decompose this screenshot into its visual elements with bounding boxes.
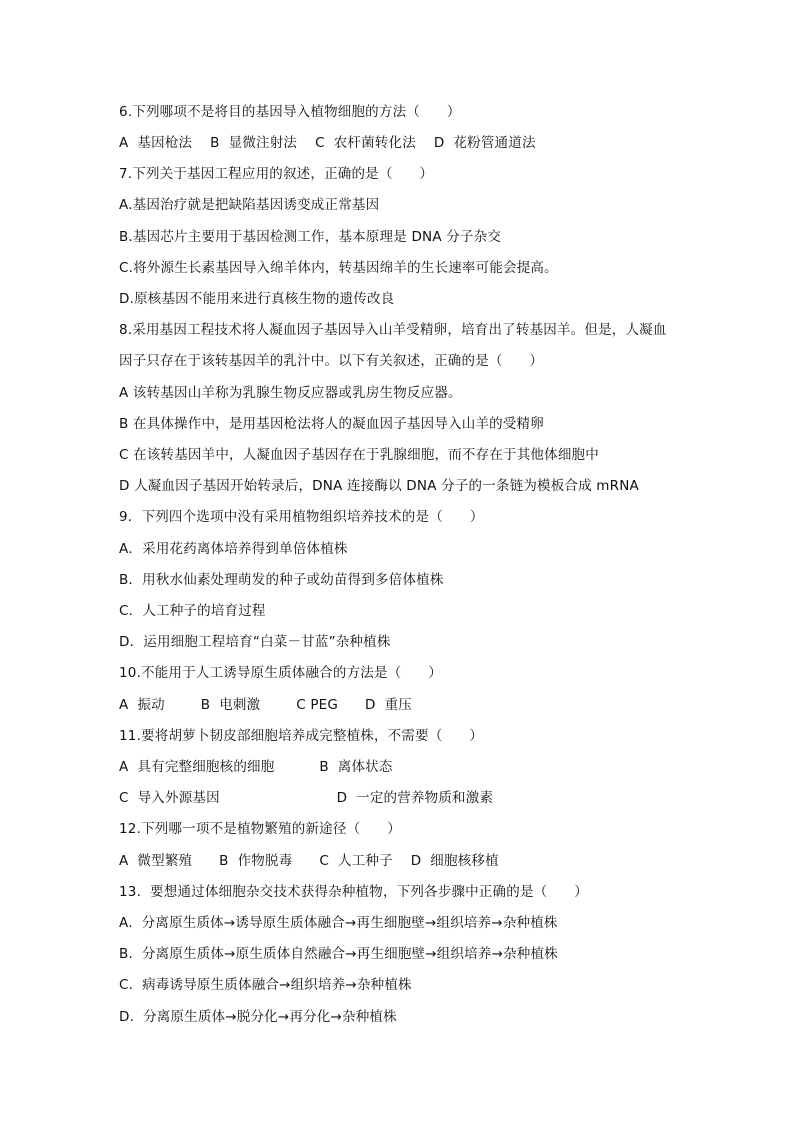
question-8-option-b: B 在具体操作中，是用基因枪法将人的凝血因子基因导入山羊的受精卵 bbox=[119, 416, 544, 432]
question-12-stem: 12.下列哪一项不是植物繁殖的新途径（ ） bbox=[119, 821, 401, 837]
question-13-option-b: B. 分离原生质体→原生质体自然融合→再生细胞壁→组织培养→杂种植株 bbox=[119, 946, 558, 962]
question-6-options: A 基因枪法 B 显微注射法 C 农杆菌转化法 D 花粉管通道法 bbox=[119, 135, 536, 151]
question-6-stem: 6.下列哪项不是将目的基因导入植物细胞的方法（ ） bbox=[119, 104, 461, 120]
question-8-option-c: C 在该转基因羊中，人凝血因子基因存在于乳腺细胞，而不存在于其他体细胞中 bbox=[119, 447, 599, 463]
question-10-options: A 振动 B 电刺激 C PEG D 重压 bbox=[119, 697, 412, 713]
question-7-option-a: A.基因治疗就是把缺陷基因诱变成正常基因 bbox=[119, 197, 380, 213]
question-8-option-d: D 人凝血因子基因开始转录后，DNA 连接酶以 DNA 分子的一条链为模板合成 mRNA bbox=[119, 478, 639, 494]
question-11-stem: 11.要将胡萝卜韧皮部细胞培养成完整植株，不需要（ ） bbox=[119, 728, 484, 744]
question-9-option-d: D．运用细胞工程培育“白菜－甘蓝”杂种植株 bbox=[119, 634, 391, 650]
question-8-option-a: A 该转基因山羊称为乳腺生物反应器或乳房生物反应器。 bbox=[119, 385, 462, 401]
question-7-stem: 7.下列关于基因工程应用的叙述，正确的是（ ） bbox=[119, 166, 434, 182]
question-9-stem: 9．下列四个选项中没有采用植物组织培养技术的是（ ） bbox=[119, 509, 484, 525]
question-8-stem-line-2: 因子只存在于该转基因羊的乳汁中。以下有关叙述，正确的是（ ） bbox=[119, 353, 544, 369]
question-13-stem: 13. 要想通过体细胞杂交技术获得杂种植物，下列各步骤中正确的是（ ） bbox=[119, 884, 588, 900]
question-13-option-d: D. 分离原生质体→脱分化→再分化→杂种植株 bbox=[119, 1009, 397, 1025]
question-7-option-d: D.原核基因不能用来进行真核生物的遗传改良 bbox=[119, 291, 395, 307]
question-9-option-a: A．采用花药离体培养得到单倍体植株 bbox=[119, 541, 348, 557]
question-7-option-b: B.基因芯片主要用于基因检测工作，基本原理是 DNA 分子杂交 bbox=[119, 229, 502, 245]
question-9-option-c: C．人工种子的培育过程 bbox=[119, 603, 266, 619]
question-12-options: A 微型繁殖 B 作物脱毒 C 人工种子 D 细胞核移植 bbox=[119, 853, 499, 869]
question-10-stem: 10.不能用于人工诱导原生质体融合的方法是（ ） bbox=[119, 665, 443, 681]
question-8-stem-line-1: 8.采用基因工程技术将人凝血因子基因导入山羊受精卵，培育出了转基因羊。但是，人凝血 bbox=[119, 322, 667, 338]
question-9-option-b: B．用秋水仙素处理萌发的种子或幼苗得到多倍体植株 bbox=[119, 572, 444, 588]
question-7-option-c: C.将外源生长素基因导入绵羊体内，转基因绵羊的生长速率可能会提高。 bbox=[119, 260, 558, 276]
question-13-option-a: A. 分离原生质体→诱导原生质体融合→再生细胞壁→组织培养→杂种植株 bbox=[119, 915, 558, 931]
question-11-options-cd: C 导入外源基因 D 一定的营养物质和激素 bbox=[119, 790, 494, 806]
question-13-option-c: C. 病毒诱导原生质体融合→组织培养→杂种植株 bbox=[119, 977, 412, 993]
question-11-options-ab: A 具有完整细胞核的细胞 B 离体状态 bbox=[119, 759, 393, 775]
